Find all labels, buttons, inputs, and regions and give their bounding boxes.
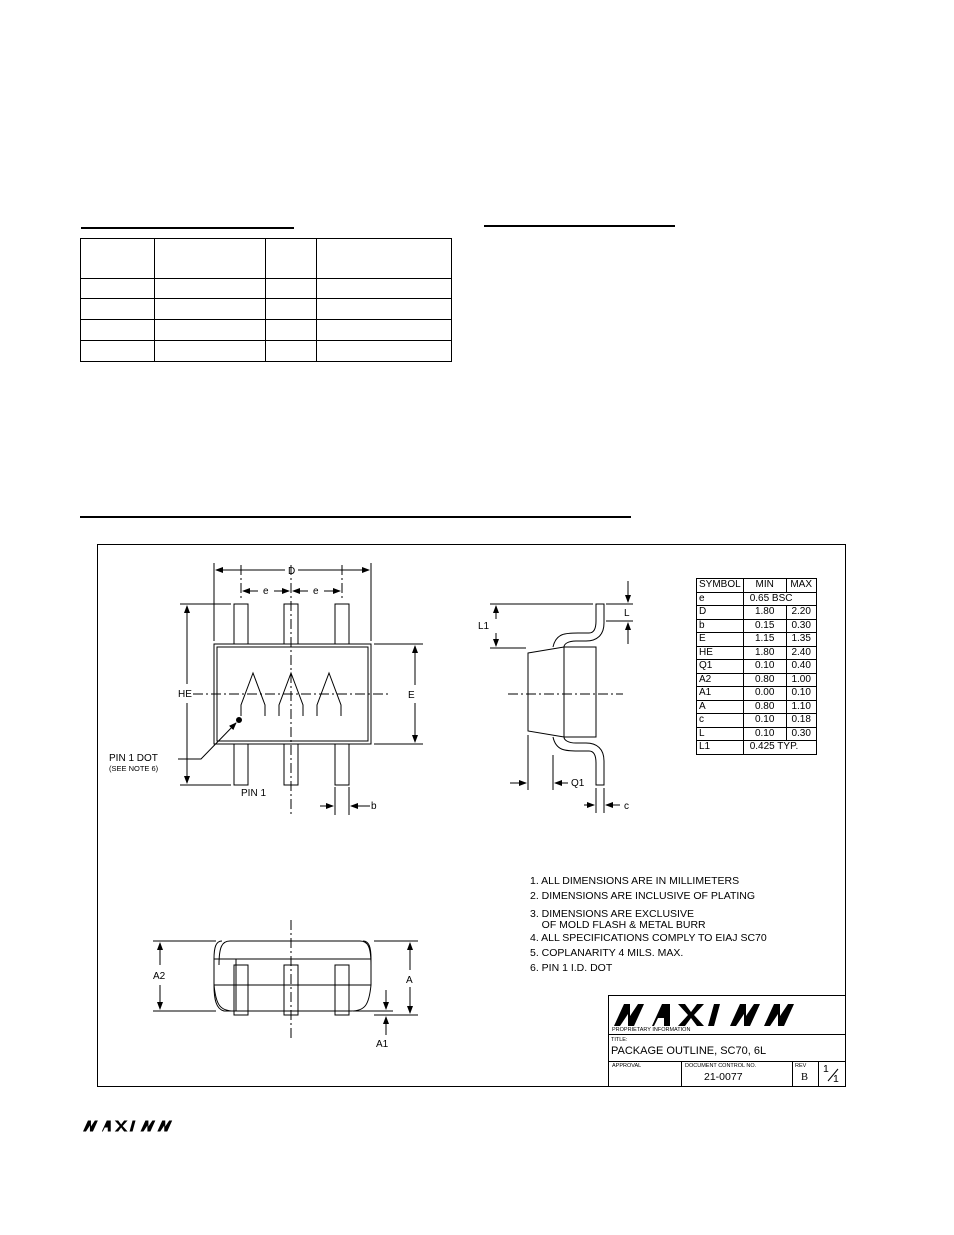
label-see-note: (SEE NOTE 6): [109, 764, 159, 773]
section-rule-right: [484, 225, 675, 227]
doc-control-number: 21-0077: [704, 1071, 743, 1083]
dimension-cell-sym: A: [697, 700, 744, 714]
label-A1: A1: [376, 1039, 389, 1050]
rev-cell: [792, 1061, 819, 1087]
label-A: A: [406, 975, 413, 986]
dimension-cell-sym: E: [697, 633, 744, 647]
proprietary-label: PROPRIETARY INFORMATION: [612, 1027, 691, 1033]
dimension-cell-max: 2.20: [786, 606, 816, 620]
label-e1: e: [263, 586, 269, 597]
label-pin1-dot: PIN 1 DOT: [109, 753, 158, 764]
label-e2: e: [313, 586, 319, 597]
section-rule-package: [80, 516, 631, 518]
dimension-cell-max: 0.30: [786, 727, 816, 741]
sheet-cell: [818, 1061, 846, 1087]
sheet-total: 1: [833, 1073, 839, 1085]
footer-logo: [83, 1118, 193, 1139]
note-6: 6. PIN 1 I.D. DOT: [530, 961, 613, 974]
pin1-dot: [237, 718, 242, 723]
approval-label: APPROVAL: [612, 1063, 642, 1069]
dimension-cell-min: 1.15: [743, 633, 786, 647]
dimension-cell-sym: b: [697, 619, 744, 633]
dimension-cell-max: 1.00: [786, 673, 816, 687]
header-symbol: SYMBOL: [697, 579, 744, 593]
dimension-row: [697, 619, 817, 633]
top-view: [178, 563, 423, 815]
dimension-cell-sym: HE: [697, 646, 744, 660]
doc-control-label: DOCUMENT CONTROL NO.: [685, 1063, 757, 1069]
label-b: b: [371, 801, 377, 812]
dimension-row: [697, 592, 817, 606]
dimension-row: [697, 606, 817, 620]
dimension-row: [697, 714, 817, 728]
approval-cell: [608, 1061, 682, 1087]
dimension-row: [697, 741, 817, 755]
note-4: 4. ALL SPECIFICATIONS COMPLY TO EIAJ SC70: [530, 931, 767, 944]
label-pin1: PIN 1: [241, 788, 267, 799]
dimension-cell-min: 0.80: [743, 673, 786, 687]
label-HE: HE: [178, 689, 192, 700]
sheet-number: 1: [823, 1063, 829, 1075]
label-E: E: [408, 690, 415, 701]
doc-control-cell: [681, 1061, 793, 1087]
dimension-cell-sym: A2: [697, 673, 744, 687]
dimension-row: [697, 633, 817, 647]
header-min: MIN: [743, 579, 786, 593]
notes: [530, 874, 767, 974]
dimension-row: [697, 727, 817, 741]
front-view: [153, 920, 418, 1040]
label-D: D: [288, 566, 296, 577]
dimension-cell-min: 0.00: [743, 687, 786, 701]
title-block: [608, 995, 846, 1087]
dimension-cell-max: 0.40: [786, 660, 816, 674]
dimension-cell-min: 0.10: [743, 714, 786, 728]
note-3-cont: OF MOLD FLASH & METAL BURR: [530, 918, 706, 931]
dimension-cell-min: 1.80: [743, 646, 786, 660]
dimension-row: [697, 687, 817, 701]
label-A2: A2: [153, 971, 166, 982]
dimension-cell-max: 0.10: [786, 687, 816, 701]
dimension-cell-sym: D: [697, 606, 744, 620]
title-label: TITLE:: [611, 1037, 628, 1043]
note-2: 2. DIMENSIONS ARE INCLUSIVE OF PLATING: [530, 890, 756, 903]
dimension-cell-sym: A1: [697, 687, 744, 701]
dimension-cell-max: 0.30: [786, 619, 816, 633]
label-c: c: [624, 801, 629, 812]
package-outline-drawing: [97, 544, 846, 1087]
section-rule-left: [81, 227, 294, 229]
dimension-cell-sym: e: [697, 592, 744, 606]
dimension-row: [697, 660, 817, 674]
dimension-cell-min: 0.10: [743, 727, 786, 741]
maxim-footer-logo-icon: [83, 1118, 193, 1134]
dimension-cell-max: 2.40: [786, 646, 816, 660]
dimension-cell-min: 0.15: [743, 619, 786, 633]
dimension-table-header: [697, 579, 817, 593]
dimension-table: [696, 578, 817, 755]
side-view: [490, 581, 633, 813]
dimension-cell-min: 0.10: [743, 660, 786, 674]
dimension-cell-min: 1.80: [743, 606, 786, 620]
dimension-cell-min: 0.65 BSC: [743, 592, 816, 606]
maxim-logo-icon: [614, 1002, 836, 1028]
dimension-cell-sym: L1: [697, 741, 744, 755]
blank-table: [80, 238, 452, 362]
dimension-row: [697, 700, 817, 714]
dimension-cell-sym: c: [697, 714, 744, 728]
package-title: PACKAGE OUTLINE, SC70, 6L: [611, 1045, 767, 1057]
rev-label: REV: [795, 1063, 807, 1069]
label-Q1: Q1: [571, 778, 585, 789]
note-5: 5. COPLANARITY 4 MILS. MAX.: [530, 947, 684, 960]
dimension-cell-max: 1.10: [786, 700, 816, 714]
label-L: L: [624, 608, 630, 619]
dimension-cell-min: 0.80: [743, 700, 786, 714]
dimension-row: [697, 646, 817, 660]
dimension-cell-sym: Q1: [697, 660, 744, 674]
note-1: 1. ALL DIMENSIONS ARE IN MILLIMETERS: [530, 875, 740, 887]
rev-value: B: [801, 1072, 809, 1083]
label-L1: L1: [478, 621, 490, 632]
dimension-cell-max: 1.35: [786, 633, 816, 647]
dimension-row: [697, 673, 817, 687]
note-3: 3. DIMENSIONS ARE EXCLUSIVE: [530, 907, 694, 920]
dimension-cell-sym: L: [697, 727, 744, 741]
dimension-cell-max: 0.18: [786, 714, 816, 728]
header-max: MAX: [786, 579, 816, 593]
title-block-logo-cell: [608, 995, 846, 1035]
dimension-cell-min: 0.425 TYP.: [743, 741, 816, 755]
